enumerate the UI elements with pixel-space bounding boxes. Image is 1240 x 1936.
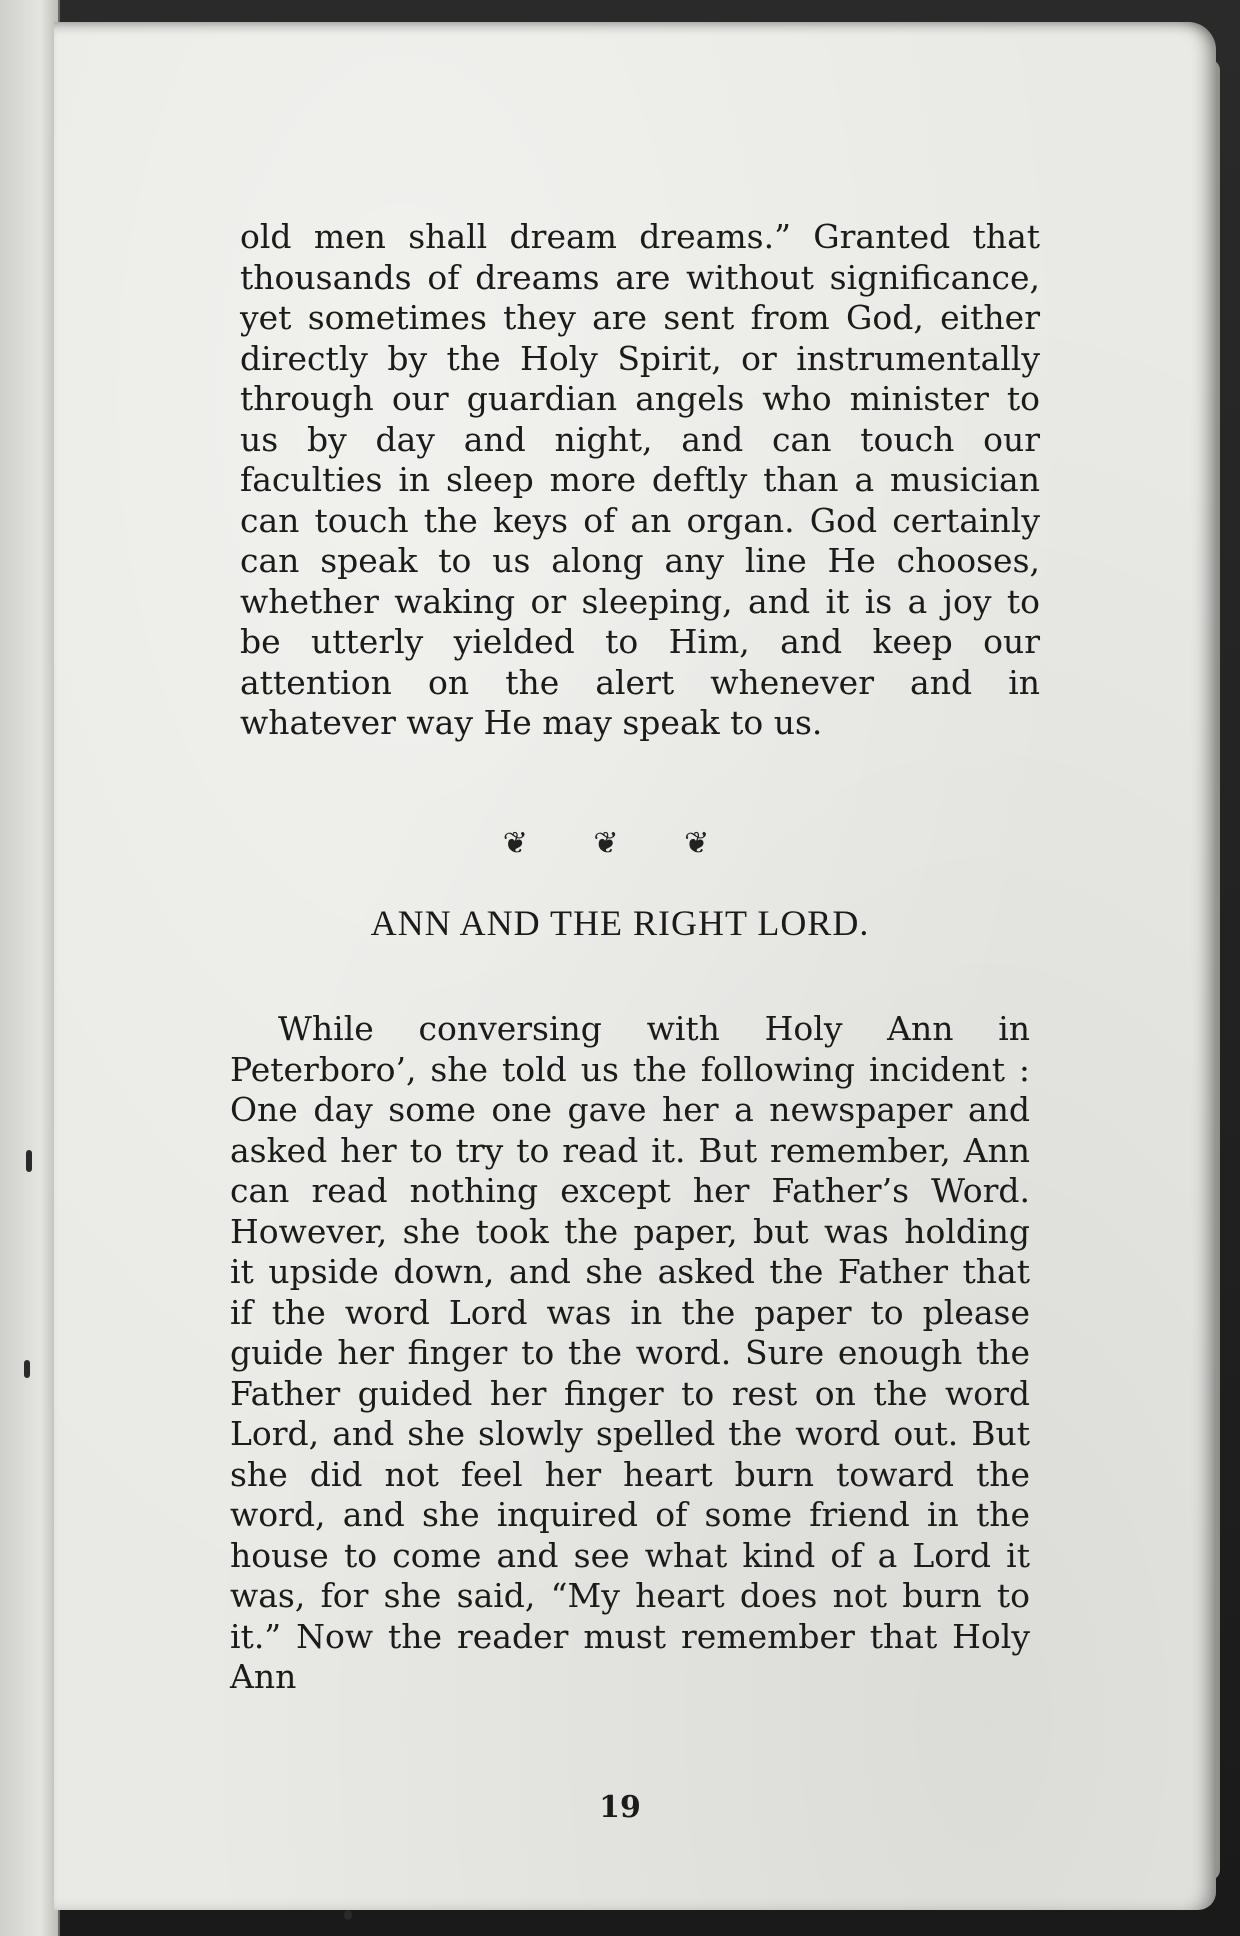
previous-page-edge [0, 0, 60, 1936]
body-paragraph-right-lord: While conversing with Holy Ann in Peterboro’, she told us the following incident : One day some one gave her a newspaper and asked her to try to read it. But remember, Ann can read nothing except her Father’s Word. However, she took the paper, but was holding it upside down, and she asked the Father that if the word Lord was in the paper to please guide her finger to the word. Sure enough the Father guided her finger to rest on the word Lord, and she slowly spelled the word out. But she did not feel her heart burn toward the word, and she inquired of some friend in the house to come and see what kind of a Lord it was, for she said, “My heart does not burn to it.” Now the reader must remember that Holy Ann [230, 1009, 1030, 1696]
section-heading: ANN AND THE RIGHT LORD. [370, 903, 870, 943]
page-number: 19 [599, 1790, 641, 1825]
body-paragraph-dreams: old men shall dream dreams.” Granted that thousands of dreams are without significance, yet sometimes they are sent from God, either directly by the Holy Spirit, or instrumentally through our guardian angels who minister to us by day and night, and can touch our faculties in sleep more deftly than a musician can touch the keys of an organ. God certainly can speak to us along any line He chooses, whether waking or sleeping, and it is a joy to be utterly yielded to Him, and keep our attention on the alert whenever and in whatever way He may speak to us. [240, 217, 1040, 742]
section-ornament: ❦ ❦ ❦ [502, 826, 738, 861]
print-speck [344, 1910, 352, 1920]
print-speck [26, 1150, 32, 1172]
print-speck [24, 1360, 30, 1378]
